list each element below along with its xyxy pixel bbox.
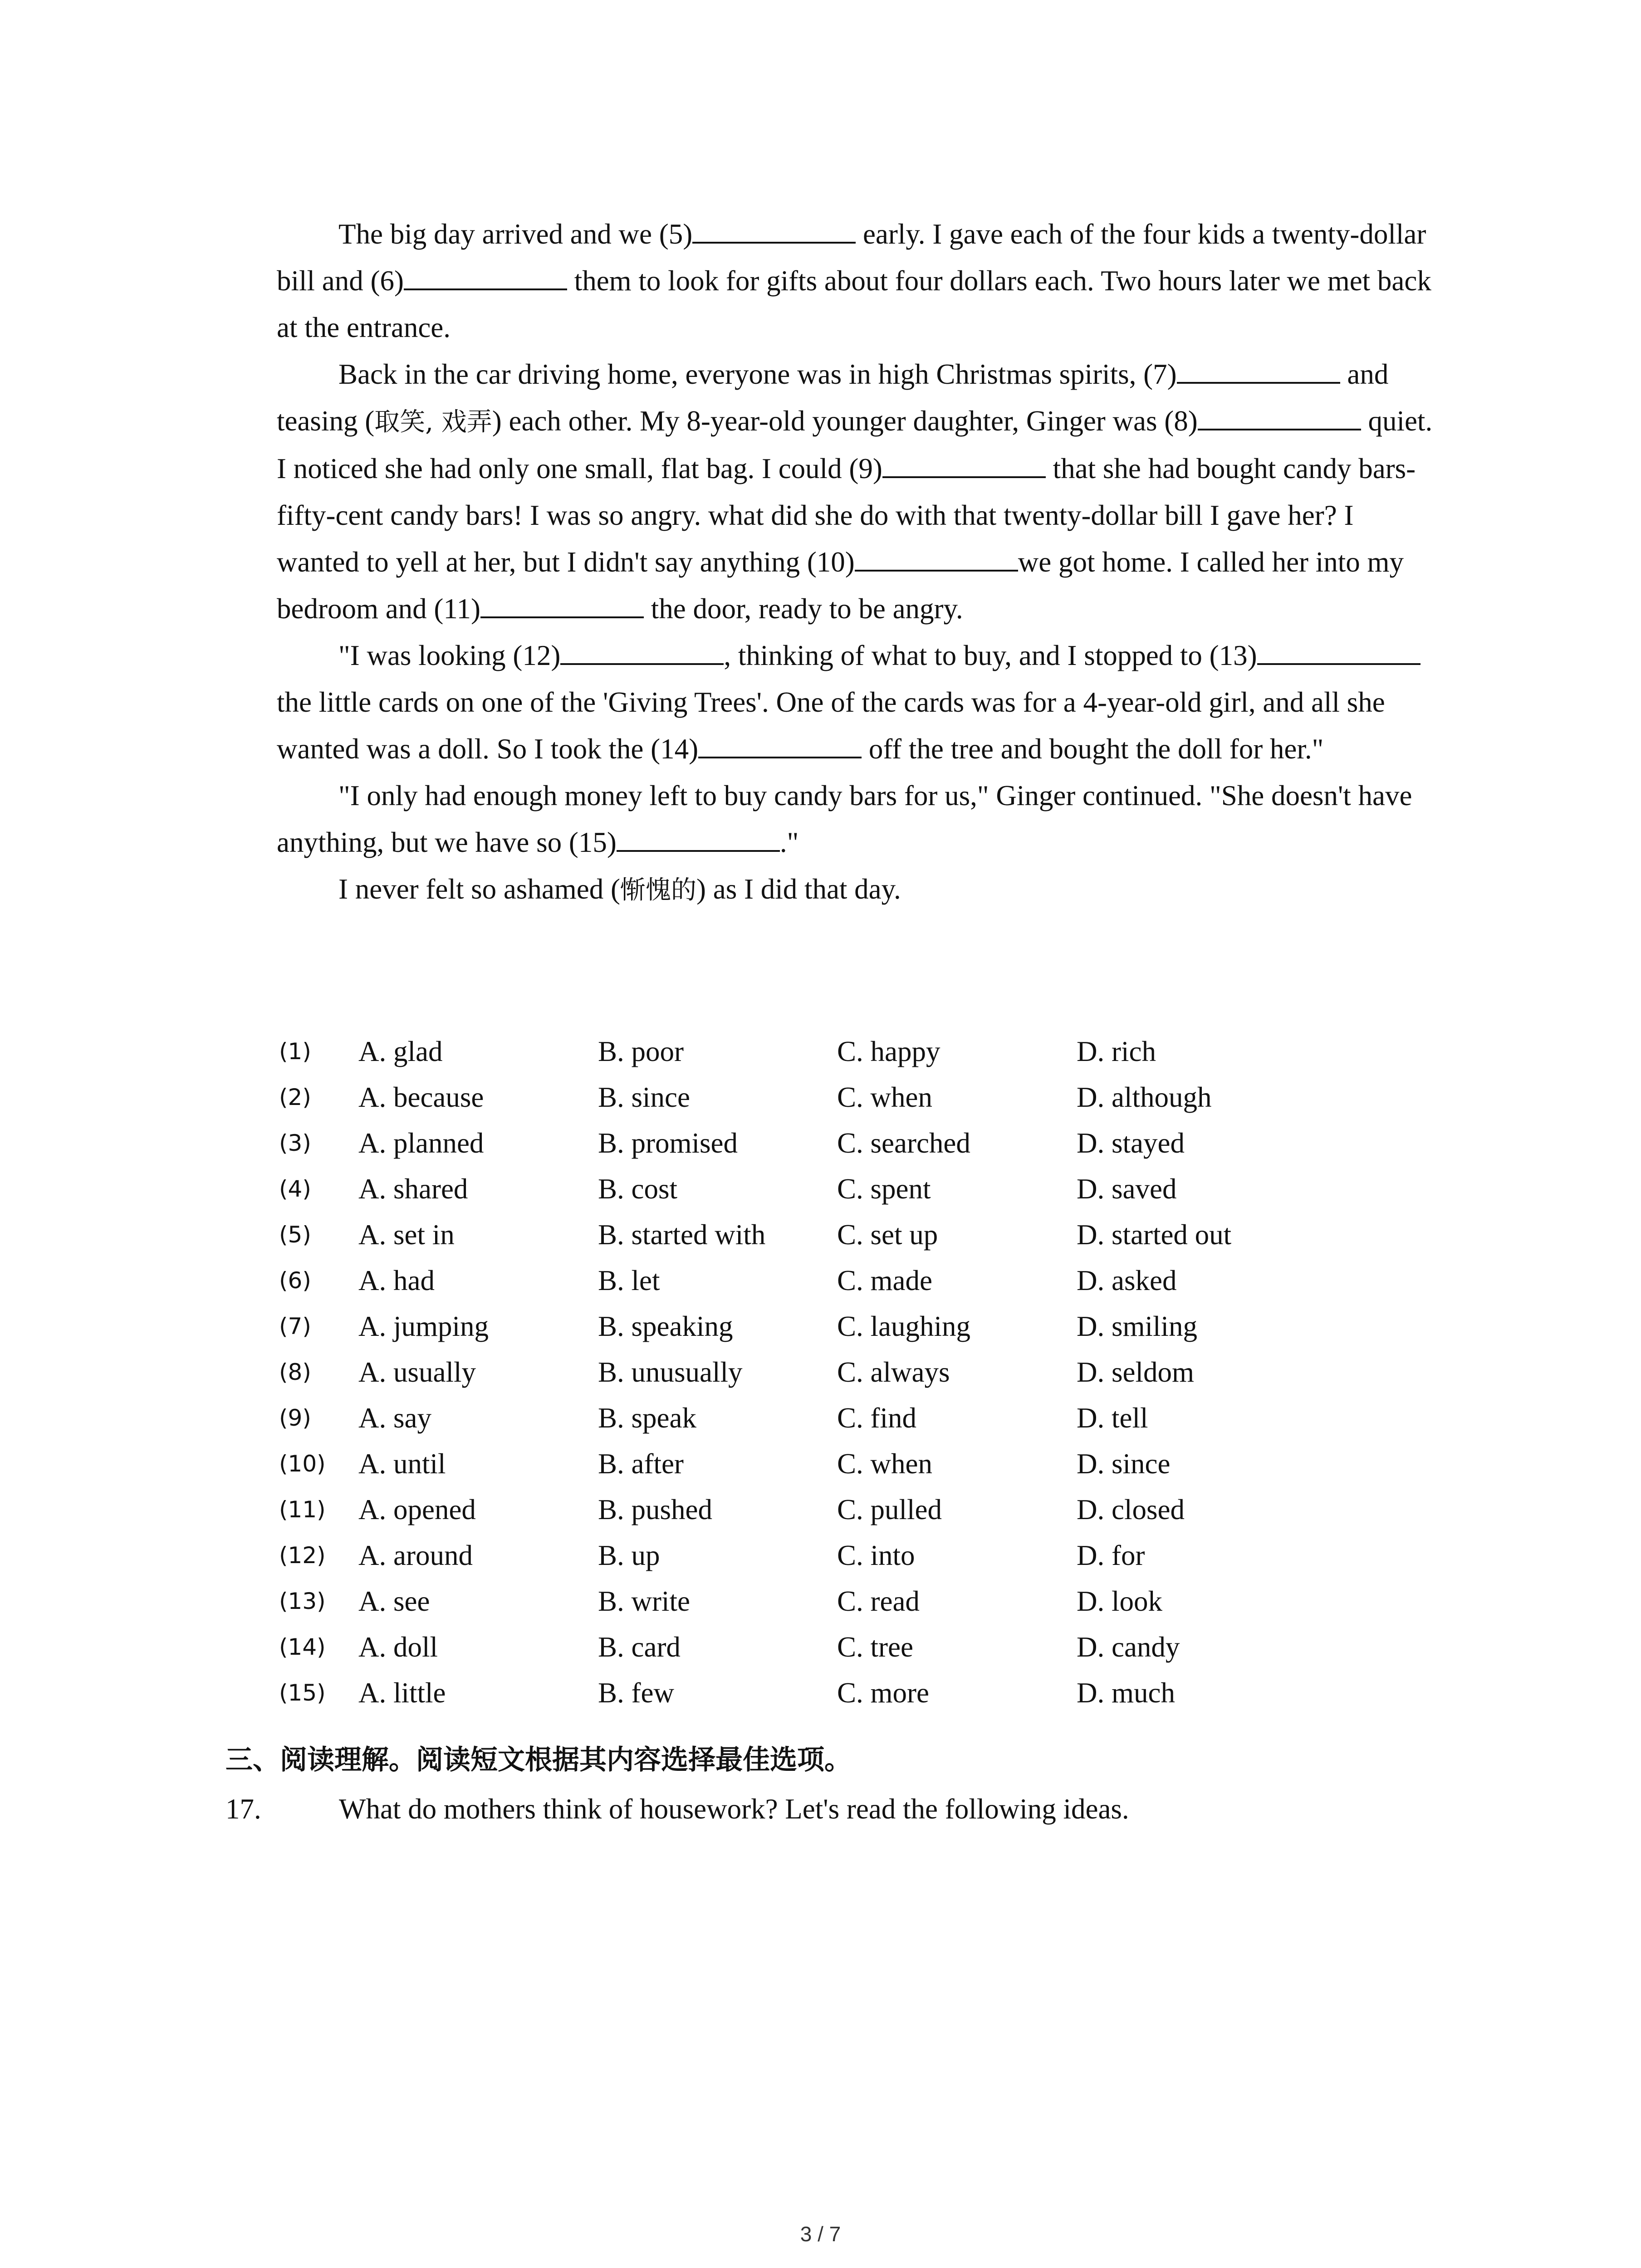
option-row [279,1349,1413,1395]
option-row [279,1624,1413,1670]
option-row [279,1441,1413,1487]
question-number: (2) [279,1084,311,1110]
option-a[interactable]: A. set in [358,1219,455,1251]
paragraph-4 [277,772,1434,866]
option-a[interactable]: A. opened [358,1494,476,1525]
option-c[interactable]: C. set up [837,1219,938,1251]
option-b[interactable]: B. card [598,1631,681,1663]
option-b[interactable]: B. poor [598,1036,684,1067]
option-a[interactable]: A. until [358,1448,446,1480]
passage-text: quiet. I noticed she had only one small, flat bag. I could (9) [277,405,1433,484]
passage-text: I never felt so ashamed ( [338,873,620,905]
paragraph-1 [277,211,1434,351]
question-number: (9) [279,1405,311,1431]
passage-text: ) as I did that day. [696,873,901,905]
option-d[interactable]: D. although [1077,1081,1212,1113]
option-b[interactable]: B. unusually [598,1356,743,1388]
passage-text: The big day arrived and we (5) [338,218,693,250]
question-number: (8) [279,1359,311,1385]
paragraph-2 [277,351,1434,632]
option-a[interactable]: A. glad [358,1036,443,1067]
question-number: (1) [279,1038,311,1065]
option-d[interactable]: D. started out [1077,1219,1232,1251]
option-row [279,1395,1413,1441]
option-d[interactable]: D. look [1077,1585,1162,1617]
passage-text: we got home. I called her into my bedroom and (11) [277,546,1404,625]
option-d[interactable]: D. asked [1077,1265,1177,1296]
option-b[interactable]: B. write [598,1585,690,1617]
answer-blank-15[interactable] [617,827,780,852]
chinese-gloss: 取笑, 戏弄 [374,407,492,437]
option-d[interactable]: D. for [1077,1540,1145,1571]
chinese-gloss: 惭愧的 [620,875,696,905]
option-d[interactable]: D. saved [1077,1173,1177,1205]
option-row [279,1304,1413,1349]
answer-blank-7[interactable] [1177,359,1340,384]
option-c[interactable]: C. tree [837,1631,913,1663]
option-c[interactable]: C. searched [837,1127,970,1159]
paragraph-5 [277,866,1434,914]
option-a[interactable]: A. shared [358,1173,468,1205]
option-d[interactable]: D. seldom [1077,1356,1194,1388]
answer-blank-10[interactable] [855,547,1018,572]
option-row [279,1533,1413,1579]
option-row [279,1258,1413,1304]
option-row [279,1579,1413,1624]
answer-blank-9[interactable] [882,454,1046,478]
option-b[interactable]: B. speaking [598,1310,733,1342]
option-a[interactable]: A. around [358,1540,473,1571]
question-text: What do mothers think of housework? Let's read the following ideas. [339,1793,1129,1825]
passage-text: that she had bought candy bars-fifty-cent candy bars! I was so angry. what did she do with that twenty-dollar bill I gave her? I wanted to yell at her, but I didn't say anything (10) [277,453,1416,578]
option-a[interactable]: A. doll [358,1631,438,1663]
answer-blank-8[interactable] [1198,406,1361,430]
answer-blank-14[interactable] [698,734,862,758]
option-a[interactable]: A. say [358,1402,431,1434]
answer-blank-5[interactable] [692,219,856,244]
question-number: (11) [279,1496,326,1523]
option-b[interactable]: B. since [598,1081,690,1113]
option-a[interactable]: A. usually [358,1356,476,1388]
answer-options [279,1029,1413,1716]
passage-text: , thinking of what to buy, and I stopped to (13) [724,640,1257,671]
passage-text: the door, ready to be angry. [644,593,963,625]
option-a[interactable]: A. see [358,1585,430,1617]
option-c[interactable]: C. pulled [837,1494,942,1525]
passage-text: "I was looking (12) [338,640,561,671]
option-b[interactable]: B. few [598,1677,674,1709]
option-c[interactable]: C. always [837,1356,950,1388]
option-row [279,1212,1413,1258]
section-heading: 三、阅读理解。阅读短文根据其内容选择最佳选项。 [225,1744,852,1776]
option-row [279,1166,1413,1212]
option-c[interactable]: C. find [837,1402,917,1434]
option-d[interactable]: D. much [1077,1677,1175,1709]
option-b[interactable]: B. pushed [598,1494,712,1525]
passage-text: ) each other. My 8-year-old younger daughter, Ginger was (8) [492,405,1198,437]
question-number: 17. [225,1793,261,1825]
option-d[interactable]: D. closed [1077,1494,1185,1525]
answer-blank-11[interactable] [480,594,644,618]
answer-blank-6[interactable] [404,266,567,290]
option-row [279,1075,1413,1120]
passage-text: "I only had enough money left to buy candy bars for us," Ginger continued. "She doesn't have anything, but we have so (15) [277,780,1412,858]
question-number: (7) [279,1313,311,1339]
option-c[interactable]: C. more [837,1677,929,1709]
cloze-passage [277,211,1434,914]
option-c[interactable]: C. read [837,1585,920,1617]
option-c[interactable]: C. spent [837,1173,931,1205]
option-d[interactable]: D. stayed [1077,1127,1185,1159]
option-d[interactable]: D. smiling [1077,1310,1198,1342]
option-b[interactable]: B. started with [598,1219,766,1251]
option-c[interactable]: C. into [837,1540,915,1571]
option-row [279,1029,1413,1075]
question-number: (5) [279,1222,311,1248]
option-c[interactable]: C. when [837,1081,932,1113]
option-b[interactable]: B. after [598,1448,684,1480]
option-d[interactable]: D. rich [1077,1036,1156,1067]
question-number: (4) [279,1176,311,1202]
option-d[interactable]: D. tell [1077,1402,1148,1434]
option-c[interactable]: C. happy [837,1036,941,1067]
option-b[interactable]: B. up [598,1540,660,1571]
option-a[interactable]: A. planned [358,1127,484,1159]
option-d[interactable]: D. candy [1077,1631,1180,1663]
option-a[interactable]: A. jumping [358,1310,489,1342]
paragraph-3 [277,632,1434,772]
option-d[interactable]: D. since [1077,1448,1171,1480]
option-b[interactable]: B. cost [598,1173,678,1205]
option-row [279,1487,1413,1533]
question-number: (15) [279,1680,326,1706]
question-number: (10) [279,1451,326,1477]
passage-text: off the tree and bought the doll for her." [862,733,1324,765]
option-c[interactable]: C. laughing [837,1310,970,1342]
question-number: (14) [279,1634,326,1660]
passage-text: Back in the car driving home, everyone was in high Christmas spirits, (7) [338,358,1177,390]
option-b[interactable]: B. let [598,1265,660,1296]
option-row [279,1120,1413,1166]
question-number: (12) [279,1542,326,1569]
option-b[interactable]: B. speak [598,1402,696,1434]
passage-text: and teasing ( [277,358,1389,437]
passage-text: early. I gave each of the four kids a twenty-dollar bill and (6) [277,218,1426,297]
option-row [279,1670,1413,1716]
passage-text: the little cards on one of the 'Giving Trees'. One of the cards was for a 4-year-old girl, and all she wanted was a doll. So I took the (14) [277,686,1385,765]
option-a[interactable]: A. had [358,1265,435,1296]
answer-blank-12[interactable] [560,640,724,665]
option-c[interactable]: C. made [837,1265,932,1296]
question-number: (13) [279,1588,326,1614]
passage-text: ." [779,826,799,858]
option-a[interactable]: A. because [358,1081,484,1113]
answer-blank-13[interactable] [1257,640,1421,665]
question-number: (6) [279,1267,311,1294]
page-number: 3 / 7 [800,2222,841,2246]
option-a[interactable]: A. little [358,1677,446,1709]
option-c[interactable]: C. when [837,1448,932,1480]
passage-text: them to look for gifts about four dollars each. Two hours later we met back at the entrance. [277,265,1431,343]
question-number: (3) [279,1130,311,1156]
option-b[interactable]: B. promised [598,1127,738,1159]
